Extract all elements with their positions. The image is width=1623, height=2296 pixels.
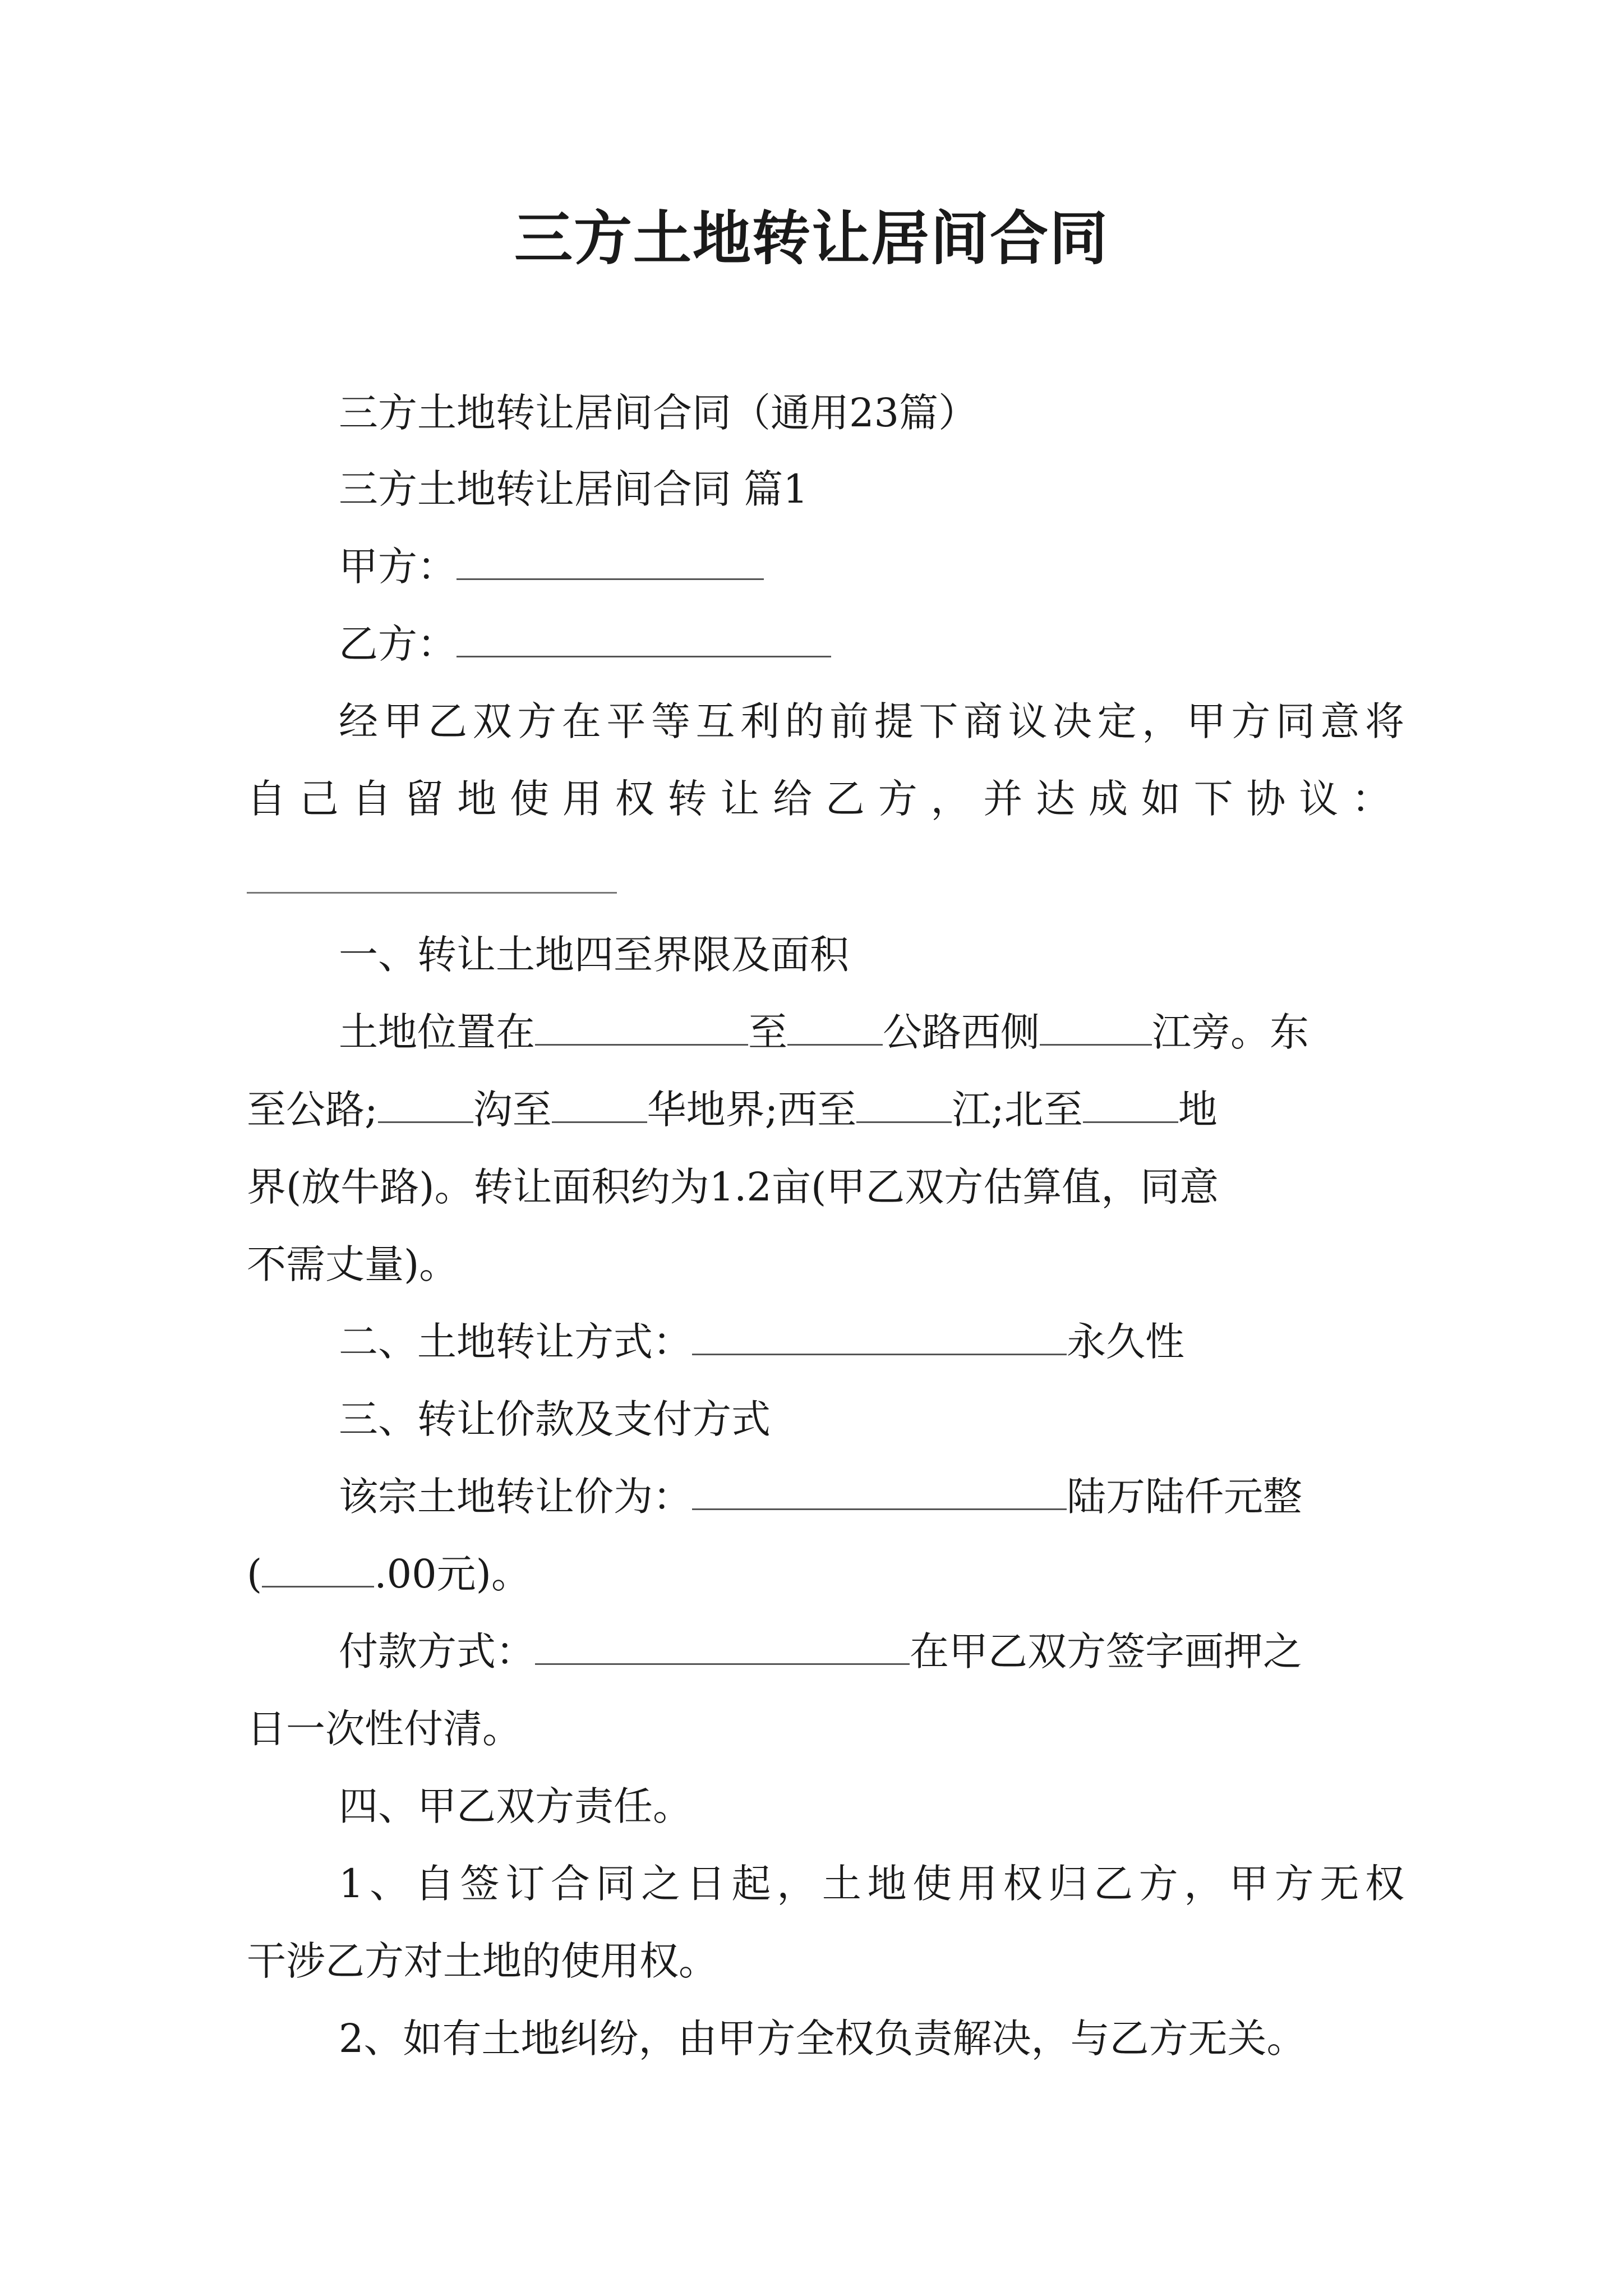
boundary-blank-1: [378, 1088, 473, 1123]
price-label: 该宗土地转让价为：: [339, 1474, 692, 1520]
payment-line-2: 日一次性付清。: [247, 1706, 522, 1752]
party-b-blank: [457, 622, 831, 657]
party-b-label: 乙方：: [339, 621, 457, 667]
boundary-blank-3: [856, 1088, 952, 1123]
location-blank-1: [535, 1010, 748, 1046]
party-a-label: 甲方：: [339, 544, 457, 590]
intro-line-2: 自己自留地使用权转让给乙方，并达成如下协议：: [247, 776, 1391, 822]
intro-line-1: 经甲乙双方在平等互利的前提下商议决定，甲方同意将: [339, 698, 1404, 744]
location-to: 至: [748, 1009, 787, 1055]
location-blank-3: [1040, 1010, 1152, 1046]
clause-1-heading: 一、转让土地四至界限及面积: [339, 932, 849, 978]
boundary-blank-2: [552, 1088, 647, 1123]
boundary-ditch: 沟至: [473, 1087, 552, 1133]
payment-line: [339, 1623, 1404, 1680]
payment-label: 付款方式：: [339, 1628, 535, 1674]
price-blank: [692, 1475, 1067, 1510]
party-a-blank: [457, 545, 764, 580]
boundary-west: 华地界;西至: [647, 1087, 857, 1133]
document-subtitle: 三方土地转让居间合同（通用23篇）: [339, 390, 978, 436]
section-heading: 三方土地转让居间合同 篇1: [339, 466, 808, 512]
price-numeric-suffix: .00元)。: [374, 1551, 531, 1597]
price-value: 陆万陆仟元整: [1067, 1474, 1302, 1520]
boundary-east-road: 至公路;: [247, 1087, 378, 1133]
transfer-method-blank: [692, 1320, 1067, 1355]
location-label: 土地位置在: [339, 1009, 535, 1055]
price-line: [339, 1469, 1404, 1525]
clause-3-heading: 三、转让价款及支付方式: [339, 1396, 771, 1442]
boundary-blank-4: [1083, 1088, 1178, 1123]
clause-1-area-line-2: 不需丈量)。: [247, 1241, 459, 1287]
clause-1-location-line: [339, 1004, 1404, 1060]
price-numeric-line: [247, 1546, 1391, 1602]
boundary-land: 地: [1178, 1087, 1218, 1133]
clause-4-item-2: 2、如有土地纠纷，由甲方全权负责解决，与乙方无关。: [339, 2016, 1306, 2062]
party-b-line: [339, 616, 1404, 672]
clause-1-boundary-line: [247, 1082, 1391, 1138]
clause-2-line: [339, 1314, 1404, 1370]
location-river-east: 江旁。东: [1152, 1009, 1309, 1055]
transfer-method-label: 二、土地转让方式：: [339, 1319, 692, 1365]
payment-blank: [535, 1630, 910, 1665]
transfer-method-value: 永久性: [1067, 1319, 1184, 1365]
clause-1-area-line: 界(放牛路)。转让面积约为1.2亩(甲乙双方估算值，同意: [247, 1164, 1219, 1210]
boundary-north: 江;北至: [952, 1087, 1083, 1133]
clause-4-item-1-line-2: 干涉乙方对土地的使用权。: [247, 1938, 718, 1984]
party-a-line: [339, 539, 1404, 595]
clause-4-heading: 四、甲乙双方责任。: [339, 1783, 692, 1829]
document-title: 三方土地转让居间合同: [514, 204, 1109, 273]
payment-value: 在甲乙双方签字画押之: [910, 1628, 1302, 1674]
signature-rule: [247, 892, 617, 894]
price-numeric-blank: [262, 1552, 374, 1588]
clause-4-item-1-line-1: 1、自签订合同之日起，土地使用权归乙方，甲方无权: [339, 1861, 1404, 1907]
price-paren-open: (: [247, 1551, 262, 1597]
location-road-west: 公路西侧: [883, 1009, 1040, 1055]
location-blank-2: [787, 1010, 883, 1046]
